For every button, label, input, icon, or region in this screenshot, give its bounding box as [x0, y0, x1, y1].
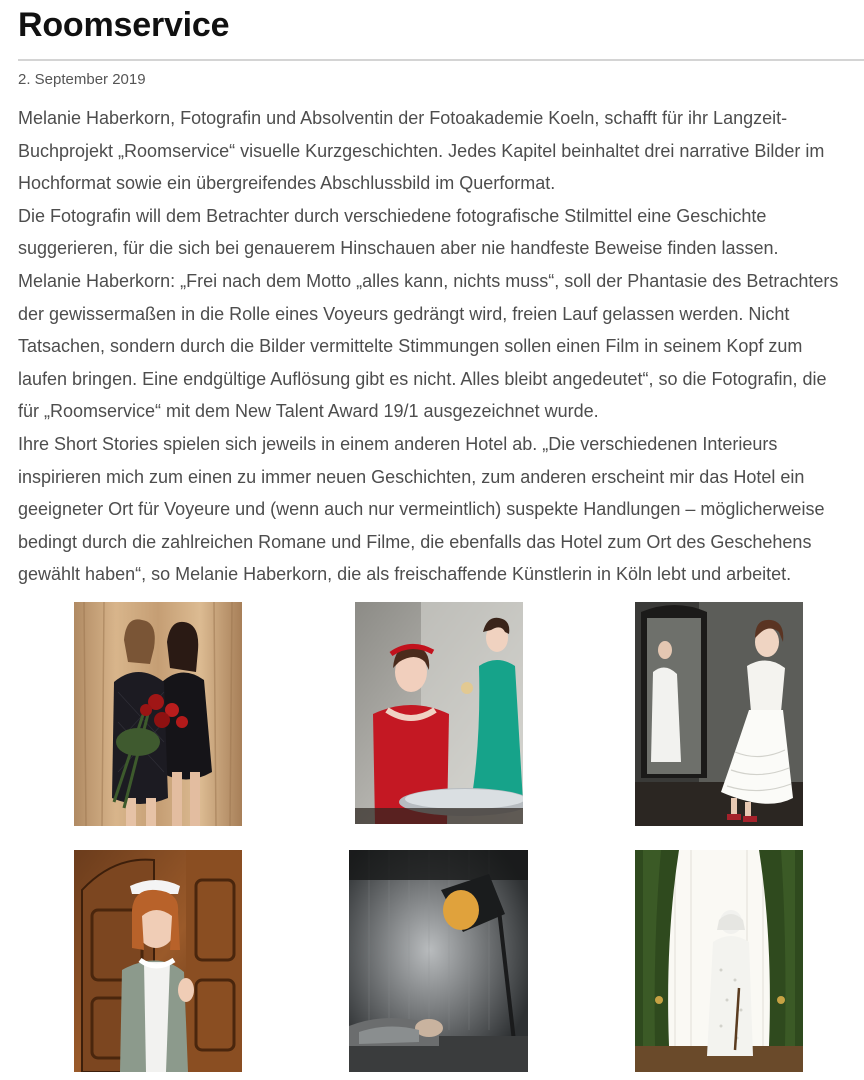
article-line: geeigneter Ort für Voyeure und (wenn auch nur vermeintlich) suspekte Handlungen – möglicherweise	[18, 499, 825, 520]
two-women-roses-photo[interactable]	[74, 602, 242, 826]
women-red-teal-dresses-photo[interactable]	[355, 602, 523, 824]
article-line: Ihre Short Stories spielen sich jeweils in einem anderen Hotel ab. „Die verschiedenen Interieurs	[18, 433, 778, 454]
page-title: Roomservice	[18, 6, 230, 44]
article-line: Melanie Haberkorn: „Frei nach dem Motto „alles kann, nichts muss“, soll der Phantasie des Betrachters	[18, 270, 839, 291]
bride-mirror-smoking-photo[interactable]	[635, 602, 803, 826]
article-line: laufen bringen. Eine endgültige Auflösung gibt es nicht. Alles bleibt angedeutet“, so die Fotografin, die	[18, 368, 827, 389]
article-line: der gewissermaßen in die Rolle eines Voyeurs gedrängt wird, freien Lauf gelassen werden. Nicht	[18, 303, 790, 324]
article-line: Die Fotografin will dem Betrachter durch verschiedene fotografische Stilmittel eine Geschichte	[18, 205, 767, 226]
floor-lamp-reclining-woman-photo[interactable]	[349, 850, 528, 1072]
article-line: für „Roomservice“ mit dem New Talent Award 19/1 ausgezeichnet wurde.	[18, 401, 599, 422]
title-divider	[18, 59, 864, 61]
article-line: gewählt haben“, so Melanie Haberkorn, die als freischaffende Künstlerin in Köln lebt und arbeitet.	[18, 564, 792, 585]
article-line: bedingt durch die zahlreichen Romane und Filme, die ebenfalls das Hotel zum Ort des Geschehens	[18, 531, 812, 552]
article-line: Hochformat sowie ein übergreifendes Abschlussbild im Querformat.	[18, 173, 556, 194]
woman-window-curtains-photo[interactable]	[635, 850, 803, 1072]
article-line: Melanie Haberkorn, Fotografin und Absolventin der Fotoakademie Koeln, schafft für ihr Langzeit-	[18, 108, 788, 128]
article-line: suggerieren, für die sich bei genauerem Hinschauen aber nie handfeste Beweise finden lassen.	[18, 238, 779, 259]
article-line: inspirieren mich zum einen zu immer neuen Geschichten, zum anderen erscheint mir das Hotel ein	[18, 466, 805, 487]
article-line: Buchprojekt „Roomservice“ visuelle Kurzgeschichten. Jedes Kapitel beinhaltet drei narrative Bilder im	[18, 140, 825, 161]
maid-wardrobe-photo[interactable]	[74, 850, 242, 1072]
article-line: Tatsachen, sondern durch die Bilder vermittelte Stimmungen sollen einen Film in seinem Kopf zum	[18, 336, 803, 357]
article-body	[18, 102, 864, 591]
article-date: 2. September 2019	[18, 71, 146, 88]
